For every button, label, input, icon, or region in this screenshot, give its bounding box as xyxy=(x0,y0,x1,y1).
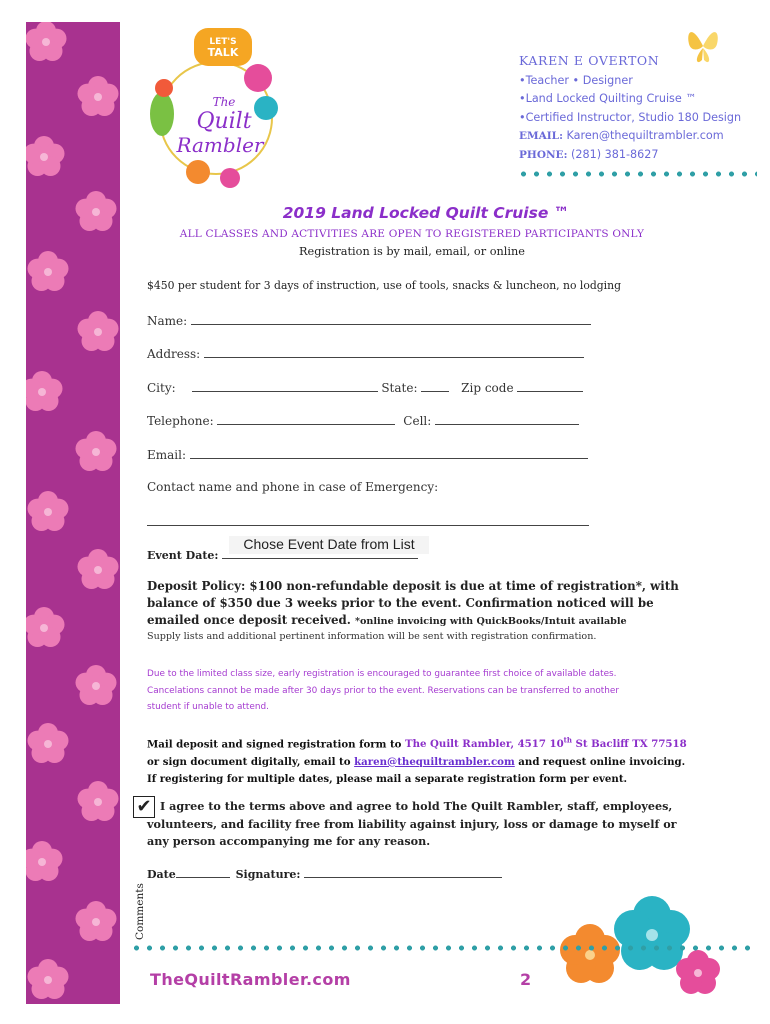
emergency-field[interactable] xyxy=(147,514,589,526)
mailing-instructions xyxy=(147,732,707,789)
emergency-label: Contact name and phone in case of Emergency: xyxy=(147,480,439,494)
mail-line: or sign document digitally, email to karen@thequiltrambler.com and request online invoicing. xyxy=(147,755,686,768)
date-field[interactable] xyxy=(176,866,230,878)
contact-role-line: •Land Locked Quilting Cruise ™ xyxy=(519,92,697,105)
contact-name: KAREN E OVERTON xyxy=(519,53,660,68)
participants-notice: ALL CLASSES AND ACTIVITIES ARE OPEN TO REGISTERED PARTICIPANTS ONLY xyxy=(179,228,645,240)
phone-row xyxy=(147,413,579,428)
email-label: EMAIL: xyxy=(519,130,563,142)
registration-methods: Registration is by mail, email, or online xyxy=(299,245,525,258)
page-title: 2019 Land Locked Quilt Cruise ™ xyxy=(282,204,570,222)
dotted-divider xyxy=(517,170,757,178)
phone-label: PHONE: xyxy=(519,148,568,161)
zip-label: Zip code xyxy=(461,381,514,395)
online-invoicing-note: *online invoicing with QuickBooks/Intuit available xyxy=(354,616,627,627)
form-email-label: Email: xyxy=(147,448,187,462)
address-row xyxy=(147,346,584,361)
mailing-address: The Quilt Rambler, 4517 10th St Bacliff TX 77518 xyxy=(405,736,687,751)
email-value[interactable]: Karen@thequiltrambler.com xyxy=(566,129,724,142)
contact-role-line: •Certified Instructor, Studio 180 Design xyxy=(519,110,742,124)
deposit-text: Deposit Policy: $100 non-refundable deposit is due at time of registration*, with balance of $350 due 3 weeks prior to the event. Confirmation noticed will be emailed once deposit received. xyxy=(147,579,679,627)
email-row xyxy=(147,447,588,462)
signature-field[interactable] xyxy=(304,866,502,878)
svg-text:Rambler: Rambler xyxy=(176,133,264,157)
city-row xyxy=(147,380,583,395)
name-field[interactable] xyxy=(191,313,591,325)
telephone-field[interactable] xyxy=(217,413,395,425)
mail-line: If registering for multiple dates, please mail a separate registration form per event. xyxy=(147,773,628,786)
address-label: Address: xyxy=(147,347,201,361)
emergency-row xyxy=(147,480,438,494)
limited-line: student if unable to attend. xyxy=(147,702,269,712)
telephone-label: Telephone: xyxy=(147,414,214,428)
cell-field[interactable] xyxy=(435,413,579,425)
zip-field[interactable] xyxy=(517,380,583,392)
contact-info xyxy=(519,52,741,164)
cancellation-notice xyxy=(147,666,687,716)
date-label: Date xyxy=(147,868,176,881)
svg-text:Quilt: Quilt xyxy=(196,109,252,134)
deposit-policy xyxy=(147,578,687,630)
event-date-label: Event Date: xyxy=(147,549,219,562)
signature-label: Signature: xyxy=(235,868,301,881)
state-field[interactable] xyxy=(421,380,449,392)
svg-text:TALK: TALK xyxy=(207,46,239,59)
email-field[interactable] xyxy=(190,447,588,459)
contact-email-row xyxy=(519,127,741,146)
address-field[interactable] xyxy=(204,346,584,358)
agreement-text: I agree to the terms above and agree to hold The Quilt Rambler, staff, employees, volunteers, and facility free from liability against injury, loss or damage to myself or any person accompanying me for any reason. xyxy=(147,799,677,848)
agree-checkbox[interactable]: ✔ xyxy=(133,796,155,818)
name-row xyxy=(147,313,591,328)
event-date-select[interactable]: Chose Event Date from List xyxy=(229,536,429,554)
contact-phone-row xyxy=(519,146,741,165)
footer-website: TheQuiltRambler.com xyxy=(150,970,351,989)
emergency-field-row xyxy=(147,514,589,529)
svg-text:The: The xyxy=(212,95,236,109)
signature-row xyxy=(147,866,502,881)
cell-label: Cell: xyxy=(403,414,432,428)
name-label: Name: xyxy=(147,314,188,328)
svg-text:LET'S: LET'S xyxy=(209,37,237,47)
quilt-rambler-logo xyxy=(138,22,286,194)
contact-role-line: •Teacher • Designer xyxy=(519,73,633,87)
state-label: State: xyxy=(381,381,418,395)
page-number: 2 xyxy=(520,970,532,989)
email-link[interactable]: karen@thequiltrambler.com xyxy=(354,755,515,768)
city-field[interactable] xyxy=(192,380,378,392)
limited-line: Cancelations cannot be made after 30 days prior to the event. Reservations can be transferred to another xyxy=(147,685,620,696)
price-line: $450 per student for 3 days of instruction, use of tools, snacks & luncheon, no lodging xyxy=(147,279,621,292)
floral-border-strip xyxy=(26,22,120,1004)
limited-line: Due to the limited class size, early registration is encouraged to guarantee first choice of available dates. xyxy=(147,669,617,679)
mail-line: Mail deposit and signed registration form to The Quilt Rambler, 4517 10th St Bacliff TX 77518 xyxy=(147,736,687,751)
supply-note: Supply lists and additional pertinent information will be sent with registration confirmation. xyxy=(147,631,597,642)
city-label: City: xyxy=(147,381,176,395)
comments-label: Comments xyxy=(134,883,146,940)
footer-dotted-divider xyxy=(130,944,755,952)
phone-value: (281) 381-8627 xyxy=(571,147,659,161)
